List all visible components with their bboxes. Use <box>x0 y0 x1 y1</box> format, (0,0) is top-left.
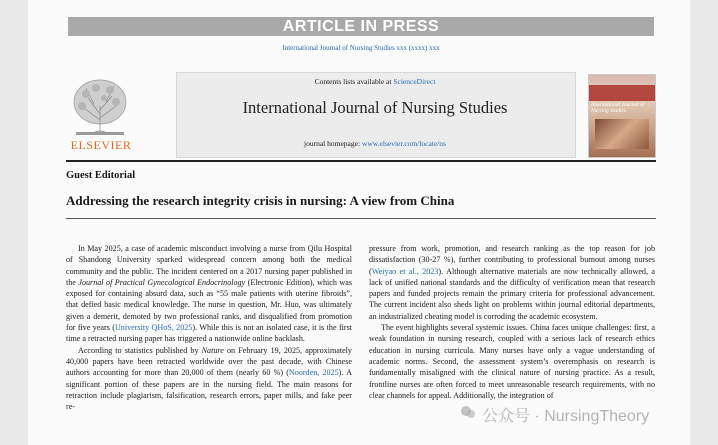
text-run: ). Although alternative materials are now technically allowed, a lack of unified national standards and the difficulty of verification mean that research papers and funded projects remain the primary criteria for professional advancement. The current incident also sheds light on problems within journal editorial departments, an industrialized cheating model is corroding the academic ecosystem. <box>369 266 655 321</box>
watermark-logo-icon <box>460 404 476 420</box>
journal-name: Journal of Practical Gynecological Endocrinology <box>78 277 246 287</box>
text-run: ). While this is not an isolated case, it is the first time a retracted nursing paper has triggered a nationwide online backlash. <box>66 323 352 344</box>
text-run: ). A significant portion of these papers are in the nursing field. The main reasons for retraction include plagiarism, falsification, research errors, paper mills, and fake peer re- <box>66 368 352 412</box>
journal-citation: International Journal of Nursing Studies xxx (xxxx) xxx <box>282 44 440 52</box>
article-title: Addressing the research integrity crisis in nursing: A view from China <box>66 193 455 208</box>
header-rule <box>66 160 656 162</box>
cover-title: International Journal of Nursing Studies <box>591 102 645 114</box>
reference-link[interactable]: University QHoS, 2025 <box>114 323 193 333</box>
paragraph <box>66 345 352 413</box>
journal-name: Nature <box>201 345 224 355</box>
watermark-text: 公众号 · NursingTheory <box>482 408 650 425</box>
text-run: In May 2025, a case of academic misconduct involving a nurse from Qilu Hospital of Shandong University sparked widespread concern among both the medical community and the public. The incident centered on a 2017 nursing paper published in the <box>66 244 352 287</box>
paragraph: The event highlights several systemic issues. China faces unique challenges: first, a weak foundation in nursing research, coupled with a serious lack of research ethics education in nursing curricula. Many nurses have only a vague understanding of academic norms. Second, the assessment system’s overemphasis on research is fundamentally misaligned with the clinical nature of nursing practice. As a result, frontline nurses are often forced to meet unreasonable research requirements, with no clear channels for appeal. Additionally, the integration of <box>369 323 655 400</box>
elsevier-wordmark: ELSEVIER <box>70 138 132 152</box>
body-column-left <box>66 243 352 412</box>
journal-cover-thumbnail <box>588 74 656 158</box>
contents-prefix: Contents lists available at <box>314 77 394 86</box>
sciencedirect-link[interactable]: ScienceDirect <box>393 77 436 86</box>
text-run: on February 19, 2025, approximately 40,000 papers have been retracted worldwide over the past decade, with Chinese authors accounting for more than 20,000 of them (nearly 60 %) ( <box>66 345 352 378</box>
article-in-press-banner: ARTICLE IN PRESS <box>68 17 654 36</box>
body-column-right <box>369 243 655 401</box>
cover-band <box>589 85 655 101</box>
article-page <box>28 0 690 445</box>
text-run: According to statistics published by <box>78 345 202 355</box>
journal-title: International Journal of Nursing Studies <box>242 98 508 117</box>
cover-image <box>595 119 649 149</box>
journal-homepage <box>176 139 574 148</box>
section-label: Guest Editorial <box>66 170 136 181</box>
paragraph <box>369 243 655 322</box>
title-rule <box>66 218 656 219</box>
contents-availability <box>176 77 574 86</box>
homepage-link[interactable]: www.elsevier.com/locate/ns <box>361 139 446 148</box>
reference-link[interactable]: Noorden, 2025 <box>288 368 339 378</box>
text-run: pressure from work, promotion, and research ranking as the top reason for job dissatisfaction (30-27 %), further contributing to professional burnout among nurses ( <box>369 244 655 276</box>
text-run: (Electronic Edition), which was exposed for containing absurd data, such as “55 male patients with uterine fibroids”, that defied basic medical knowledge. The nurse in question, Mr. Huo, was ultimately given a demerit, demoted by two professional ranks, and disqualified from promotion for five years ( <box>66 277 352 333</box>
homepage-prefix: journal homepage: <box>304 139 362 148</box>
reference-link[interactable]: Weiyao et al., 2023 <box>371 266 439 276</box>
paragraph <box>66 243 352 345</box>
